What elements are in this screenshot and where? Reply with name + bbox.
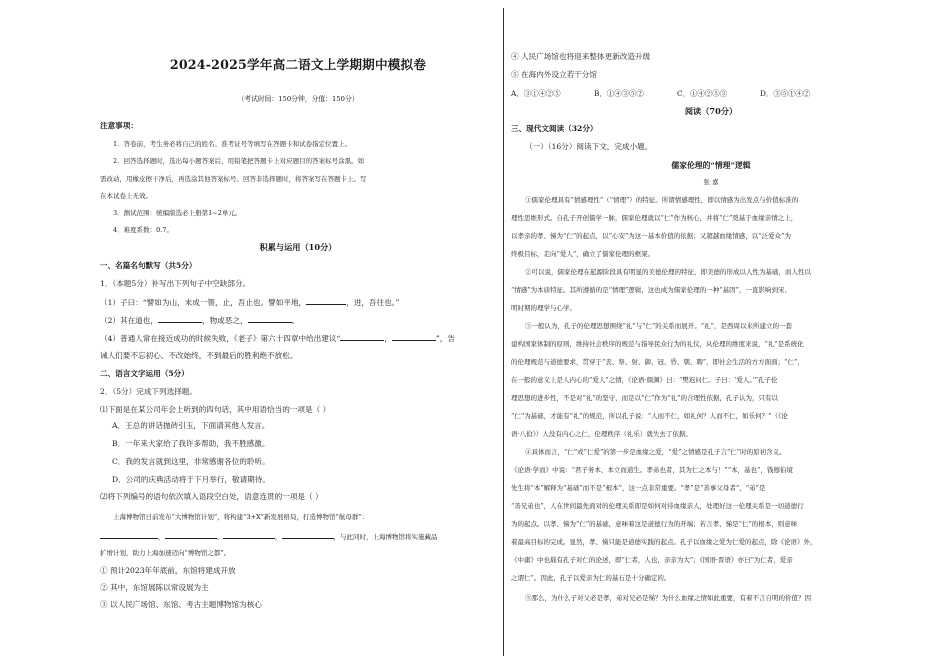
left-column — [100, 0, 496, 672]
list-item: ① 预计2023年年底前，东馆将建成开放 — [100, 566, 236, 575]
article-line: 《论语·学而》中说：“君子务本，本立而道生。孝弟也者，其为仁之本与！”“本，基也”，钱穆伯境 — [511, 466, 793, 474]
article-line: ⑤那么，为什么子对父必是孝，弟对兄必是悌？为什么血缘之情如此重要，有着不言自明的价值？因 — [525, 594, 811, 602]
option-c[interactable]: C．我的发言就到这里，非常感谢各位的聆听。 — [112, 457, 270, 466]
answer-blank[interactable] — [100, 531, 158, 539]
article-line: “情感”为本质特征。其所遵循的是“情理”逻辑，这也成为儒家伦理的一种“基因”，一直影响到宋、 — [511, 286, 791, 294]
article-line: 理思想的进步性，不是对“礼”的坚守，而是以“仁”作为“礼”的合理性依据，孔子认为，只有以 — [511, 394, 778, 402]
article-line: 着最高目标的完成。显然，孝、悌只能是道德实践的起点。孔子以血缘之爱为仁爱的起点，除《论语》外， — [511, 538, 817, 546]
article-line: 语·八佾》）人没有内心之仁，伦理秩序（礼乐）就失去了依据。 — [511, 430, 692, 438]
article-line: 在一般的意义上是人内心的“爱人”之情，《论语·颜渊》曰：“樊迟问仁。子曰：‘爱人。’”孔子伦 — [511, 376, 778, 384]
article-line: ④具体而言，“仁”或“仁爱”的第一步是血缘之爱，“爱”之情感是孔子言“仁”时的原初含义。 — [525, 448, 786, 456]
note-line: 在本试卷上无效。 — [100, 192, 152, 200]
answer-blank[interactable] — [158, 315, 202, 323]
option-a[interactable]: A．王总的讲话抛砖引玉，下面请其他人发言。 — [112, 421, 270, 430]
passage-line: ， 。 ， ，与此同时，上海博物馆将实施藏品 — [100, 531, 438, 542]
article-author: 张 嘉 — [703, 178, 719, 186]
article-line: 理性思维形式。自孔子开创儒学一脉，儒家伦理就以“仁”作为核心，并将“仁”奠基于血缘亲情之上， — [511, 214, 798, 222]
answer-blank[interactable] — [165, 531, 217, 539]
article-line: 先生将“本”解释为“基础”而不是“根本”，这一点非常重要。“孝”是“善事父母者”，“弟”是 — [511, 484, 766, 492]
part-subheading: （一）（16分）阅读下文，完成小题。 — [525, 142, 653, 151]
note-line: 1．答卷前，考生务必将自己的姓名、准考证号等填写在答题卡和试卷指定位置上。 — [113, 140, 352, 148]
note-line: 2．回答选择题时，选出每小题答案后，用铅笔把答题卡上对应题目的答案标号涂黑。如 — [113, 157, 365, 165]
article-title: 儒家伦理的“情理”逻辑 — [671, 161, 751, 170]
answer-blank[interactable] — [340, 333, 384, 341]
part-heading: 一、名篇名句默写（共5分） — [100, 261, 197, 270]
question-stem: ⑵将下列编号的语句依次填入语段空白处，语意连贯的一项是（ ） — [100, 492, 323, 501]
option-b[interactable]: B．①④③⑤② — [594, 89, 644, 98]
list-item: ④ 人民广场馆也将迎来整体更新改造升级 — [511, 52, 651, 61]
question-line: 诫人们要不忘初心、不改始终，不到最后的胜利绝不放松。 — [100, 351, 298, 360]
list-item: ⑤ 在海内外设立若干分馆 — [511, 70, 597, 79]
question-stem: 2．（5分）完成下列选择题。 — [100, 387, 197, 396]
passage-line: 扩增计划，助力上海加速迈向“博物馆之都”。 — [100, 549, 231, 557]
section-heading: 阅读（70分） — [684, 106, 738, 116]
note-line: 3．测试范围：统编版选必上册第1~2单元。 — [113, 209, 242, 217]
exam-info: （考试时间：150分钟，分值：150分） — [237, 95, 359, 103]
option-d[interactable]: D．③⑤①④② — [760, 89, 811, 98]
question-line: （1）子曰：“譬如为山，未成一篑，止，吾止也。譬如平地， ，进，吾往也。” — [100, 298, 400, 307]
question-stem: ⑴下面是在某公司年会上听到的四句话，其中用语恰当的一项是（ ） — [100, 405, 331, 414]
option-c[interactable]: C．①④②⑤③ — [677, 89, 727, 98]
note-line: 需改动，用橡皮擦干净后，再选涂其他答案标号。回答非选择题时，将答案写在答题卡上。写 — [100, 175, 367, 183]
question-stem: 1．（本题5分）补写出下列句子中空缺部分。 — [100, 279, 251, 288]
option-a[interactable]: A．③①④②⑤ — [511, 89, 561, 98]
article-line: ②可以说，儒家伦理在起源阶段具有明显的美德伦理的特征，即美德的形成以人性为基础，而人性以 — [525, 268, 811, 276]
part-heading: 二、语言文字运用（5分） — [100, 369, 189, 378]
article-line: 《中庸》中也载有孔子对仁的论述，即“仁者，人也，亲亲为大”；《国语·晋语》亦曰“为仁者，爱亲 — [511, 556, 793, 564]
article-line: 终极目标，走向“爱人”，确立了儒家伦理的框架。 — [511, 250, 655, 258]
section-heading: 积累与运用（10分） — [259, 242, 337, 252]
article-line: 明时期的理学与心学。 — [511, 304, 576, 312]
article-line: 为的起点。以孝、悌为“仁”的基础，意味着这是道德行为的开端；若言孝、悌是“仁”的根本，则意味 — [511, 520, 798, 528]
question-line: （2）其在道也， ，物或恶之， 。 — [100, 316, 300, 325]
question-line: （4）普通人常在接近成功的时候失败，《老子》第六十四章中给出建议“ ， ”，告 — [100, 334, 455, 343]
note-line: 4．难度系数：0.7。 — [113, 226, 173, 234]
answer-blank[interactable] — [248, 315, 292, 323]
right-column — [511, 0, 911, 672]
answer-blank[interactable] — [282, 531, 334, 539]
article-line: 建构国家体制的原则，维持社会秩序的规范与指导民众行为的礼仪，从伦理的维度来说，“礼”是系统化 — [511, 340, 804, 348]
passage-line: 上海博物馆日前发布“大博物馆计划”，将构建“3+X”新发展格局，打造博物馆“航母群”： — [113, 513, 369, 521]
article-line: 之谓仁”。因此，孔子以爱亲为仁的基石是十分确定的。 — [511, 574, 671, 582]
answer-blank[interactable] — [306, 297, 346, 305]
list-item: ③ 以人民广场馆、东馆、考古主题博物馆为核心 — [100, 600, 262, 609]
option-d[interactable]: D．公司的庆典活动将于下月举行，敬请期待。 — [112, 475, 270, 484]
page-title: 2024-2025学年高二语文上学期期中模拟卷 — [169, 57, 427, 72]
notes-heading: 注意事项： — [100, 121, 138, 130]
part-heading: 三、现代文阅读（32分） — [511, 124, 598, 133]
answer-blank[interactable] — [392, 333, 436, 341]
article-line: ③一般认为，孔子的伦理思想围绕“礼”与“仁”的关系而展开。“礼”，是西周以来所建立的一套 — [525, 322, 792, 330]
column-divider — [503, 8, 504, 656]
article-line: “善兄弟也”，人在世间最先面对的伦理关系即是如何对待血缘亲人，处理好这一伦理关系是一切道德行 — [511, 502, 804, 510]
article-line: “仁”为基础，才能有“礼”的规范，所以孔子说：“人而不仁，如礼何？人而不仁，如乐何？”（《论 — [511, 412, 788, 420]
article-line: ①儒家伦理具有“情感理性”（“情理”）的特征。所谓情感理性，即以情感为出发点与价值标准的 — [525, 196, 799, 204]
answer-blank[interactable] — [223, 531, 275, 539]
article-line: 以孝亲的孝、悌为“仁”的起点，以“心安”为这一基本价值的依据；又超越血缘情感，以“泛爱众”为 — [511, 232, 791, 240]
list-item: ② 其中，东馆展陈以常设展为主 — [100, 583, 209, 592]
article-line: 的伦理规范与道德要求，贯穿于“丧、祭、射、御、冠、昏、朝、聘”，即社会生活的方方面面；“仁”， — [511, 358, 804, 366]
option-b[interactable]: B．一年来大家给了我许多帮助，我不胜感激。 — [112, 439, 270, 448]
